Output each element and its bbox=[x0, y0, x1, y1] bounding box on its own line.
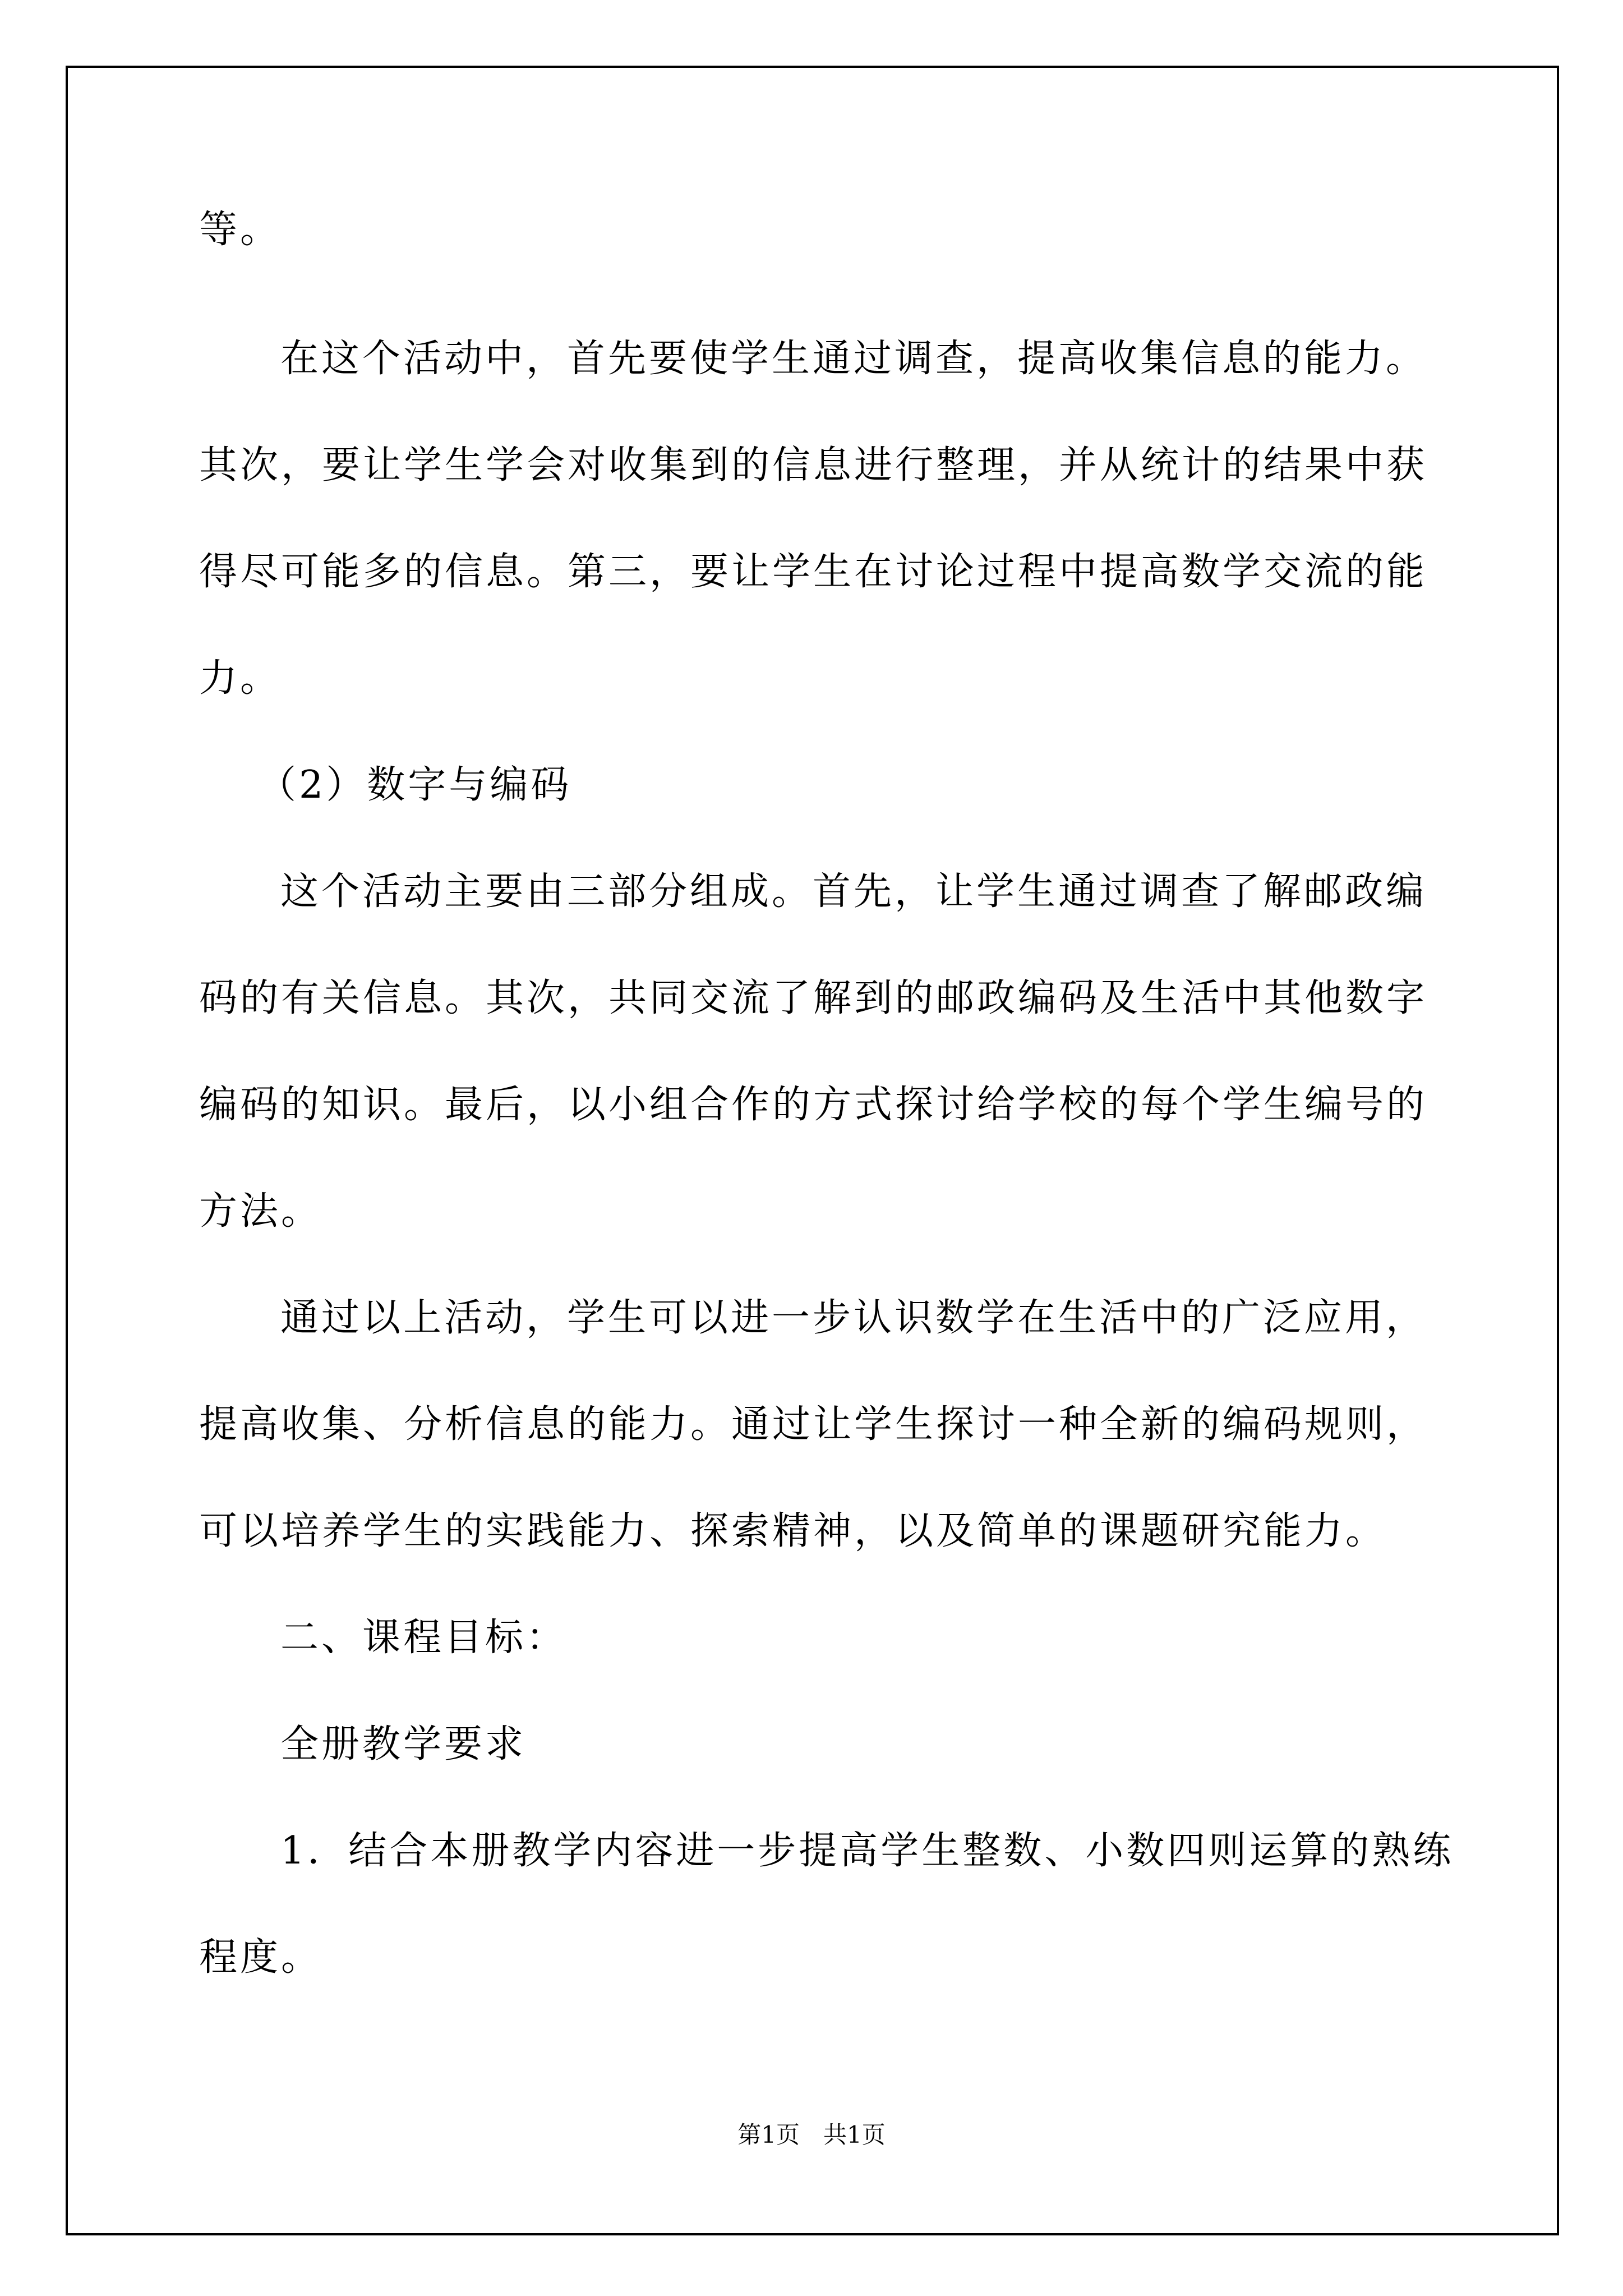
paragraph-first-line: 在这个活动中，首先要使学生通过调查，提高收集信息的能力。 bbox=[280, 337, 1427, 381]
section-heading: （2）数字与编码 bbox=[258, 763, 572, 807]
text-line: 程度。 bbox=[199, 1935, 322, 1980]
text-line: 等。 bbox=[199, 208, 282, 252]
text-line: 其次，要让学生学会对收集到的信息进行整理，并从统计的结果中获 bbox=[199, 443, 1428, 487]
text-line: 编码的知识。最后，以小组合作的方式探讨给学校的每个学生编号的 bbox=[199, 1083, 1428, 1127]
text-line: 提高收集、分析信息的能力。通过让学生探讨一种全新的编码规则， bbox=[199, 1402, 1428, 1447]
paragraph-first-line: 1．结合本册教学内容进一步提高学生整数、小数四则运算的熟练 bbox=[280, 1829, 1454, 1873]
text-line: 得尽可能多的信息。第三，要让学生在讨论过程中提高数学交流的能 bbox=[199, 550, 1428, 594]
text-line: 力。 bbox=[199, 656, 282, 701]
page-number-footer: 第1页 共1页 bbox=[737, 2121, 886, 2148]
text-line: 码的有关信息。其次，共同交流了解到的邮政编码及生活中其他数字 bbox=[199, 976, 1428, 1020]
paragraph-first-line: 通过以上活动，学生可以进一步认识数学在生活中的广泛应用， bbox=[280, 1296, 1427, 1340]
text-line: 可以培养学生的实践能力、探索精神，以及简单的课题研究能力。 bbox=[199, 1509, 1387, 1553]
text-line: 方法。 bbox=[199, 1189, 322, 1234]
page-border bbox=[66, 66, 1559, 2235]
section-heading: 二、课程目标： bbox=[280, 1616, 568, 1660]
paragraph-first-line: 这个活动主要由三部分组成。首先，让学生通过调查了解邮政编 bbox=[280, 869, 1427, 914]
subsection-heading: 全册教学要求 bbox=[280, 1722, 527, 1766]
